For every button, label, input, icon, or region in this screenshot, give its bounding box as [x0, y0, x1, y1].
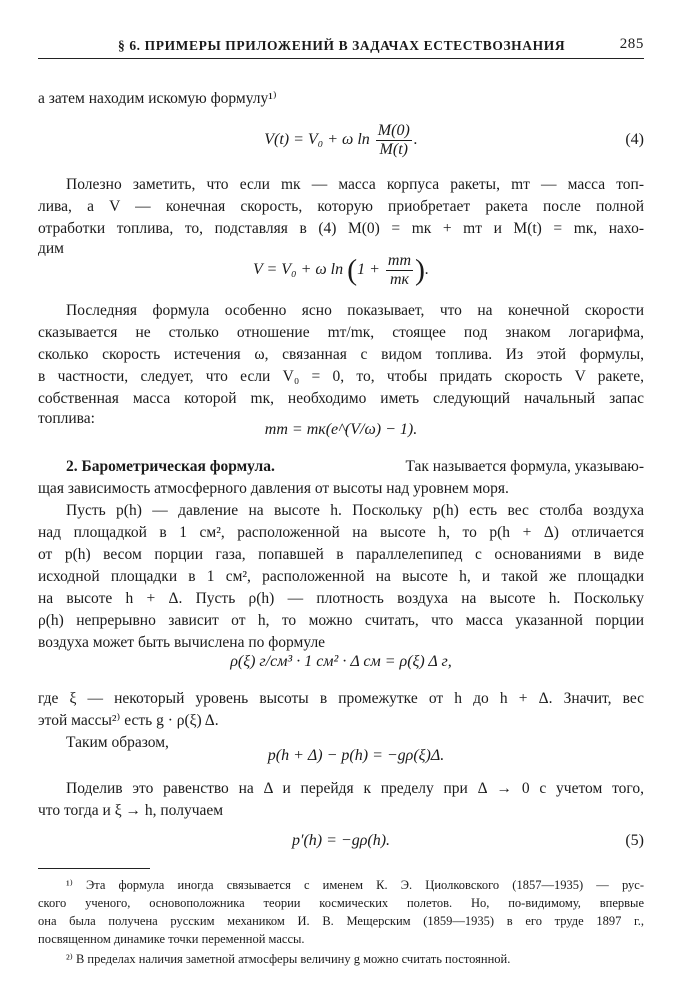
footnote-divider	[38, 868, 150, 869]
formula-fuel-mass: mт = mк(e^(V/ω) − 1).	[264, 421, 418, 438]
formula-air-mass: ρ(ξ) г/см³ · 1 см² · Δ см = ρ(ξ) Δ г,	[230, 653, 452, 670]
formula-v-left: V = V₀ + ω ln	[252, 261, 344, 278]
text-line: Так называется формула, указываю-	[405, 458, 644, 475]
text-line: над площадкой в 1 см², расположенной на высоте h, то p(h + Δ) отличается	[38, 524, 644, 541]
formula-4-left: V(t) = V₀ + ω ln	[264, 131, 370, 148]
formula-v-denominator: mк	[386, 270, 413, 289]
text-line: ρ(h) непрерывно зависит от h, то можно считать, что масса указанной порции	[38, 612, 644, 629]
left-paren: (	[347, 253, 358, 287]
text-line: собственная масса которой mк, необходимо иметь следующий начальный запас	[38, 390, 644, 407]
formula-pressure-difference: p(h + Δ) − p(h) = −gρ(ξ)Δ.	[267, 747, 445, 764]
text-line: воздуха может быть вычислена по формуле	[38, 634, 326, 651]
formula-v-one: 1 +	[357, 261, 380, 278]
section-2-first-line	[38, 456, 644, 478]
text-line: в частности, следует, что если V₀ = 0, то, чтобы придать скорость V ракете,	[38, 368, 644, 385]
footnote-line: ¹⁾ Эта формула иногда связывается с именем К. Э. Циолковского (1857—1935) — рус-	[66, 878, 644, 892]
equation-number-4: (4)	[625, 131, 644, 148]
formula-final-velocity	[38, 248, 644, 292]
text-line: топлива:	[38, 410, 95, 427]
text-line: Пусть p(h) — давление на высоте h. Поскольку p(h) есть вес столба воздуха	[66, 502, 644, 519]
formula-4	[38, 118, 644, 162]
footnote-line: ²⁾ В пределах наличия заметной атмосферы величину g можно считать постоянной.	[66, 952, 511, 966]
text-line: этой массы²⁾ есть g · ρ(ξ) Δ.	[38, 712, 219, 729]
header-title: § 6. ПРИМЕРЫ ПРИЛОЖЕНИЙ В ЗАДАЧАХ ЕСТЕСТВОЗНАНИЯ	[118, 38, 566, 53]
formula-5-body: p′(h) = −gρ(h).	[291, 832, 391, 849]
formula-4-denominator: M(t)	[376, 140, 412, 159]
footnote-line: посвященном динамике точки переменной массы.	[38, 932, 305, 946]
text-line: отработки топлива, то, подставляя в (4) M(0) = mк + mт и M(t) = mк, нахо-	[38, 220, 644, 237]
text-line: сказывается не столько отношение mт/mк, стоящее под знаком логарифма,	[38, 324, 644, 341]
formula-v-fraction	[386, 252, 413, 289]
text-line: исходной площадки в 1 см², расположенной на высоте h, и такой же площадки	[38, 568, 644, 585]
text-line: Полезно заметить, что если mк — масса корпуса ракеты, mт — масса топ-	[66, 176, 644, 193]
text-line: где ξ — некоторый уровень высоты в промежутке от h до h + Δ. Значит, вес	[38, 690, 644, 707]
section-heading: 2. Барометрическая формула.	[66, 458, 275, 475]
text-line: Последняя формула особенно ясно показывает, что на конечной скорости	[66, 302, 644, 319]
right-paren: )	[415, 253, 426, 287]
text-line: лива, а V — конечная скорость, которую приобретает ракета после полной	[38, 198, 644, 215]
footnote-line: она была получена русским механиком И. В. Мещерским (1859—1935) в его труде 1897 г.,	[38, 914, 644, 928]
formula-4-tail: .	[413, 131, 418, 148]
page-number: 285	[619, 36, 644, 52]
formula-v-tail: .	[425, 261, 430, 278]
text-line: сколько скорость истечения ω, связанная с видом топлива. Из этой формулы,	[38, 346, 644, 363]
text-line: Таким образом,	[66, 734, 169, 751]
text-line: Поделив это равенство на Δ и перейдя к пределу при Δ → 0 с учетом того,	[66, 780, 644, 797]
equation-number-5: (5)	[625, 832, 644, 849]
text-line: от p(h) весом порции газа, попавшей в параллелепипед с основаниями в виде	[38, 546, 644, 563]
text-line: а затем находим искомую формулу¹⁾	[38, 90, 277, 107]
footnote-line: ского ученого, основоположника теории космических полетов. Но, по-видимому, впервые	[38, 896, 644, 910]
formula-4-fraction	[376, 122, 412, 159]
formula-v-numerator: mт	[387, 251, 412, 269]
text-line: на высоте h + Δ. Пусть ρ(h) — плотность воздуха на высоте h. Поскольку	[38, 590, 644, 607]
text-line: что тогда и ξ → h, получаем	[38, 802, 224, 819]
running-header	[38, 36, 644, 59]
formula-4-numerator: M(0)	[377, 121, 410, 139]
text-line: дим	[38, 240, 64, 257]
formula-5	[38, 828, 644, 854]
text-line: щая зависимость атмосферного давления от высоты над уровнем моря.	[38, 480, 509, 497]
